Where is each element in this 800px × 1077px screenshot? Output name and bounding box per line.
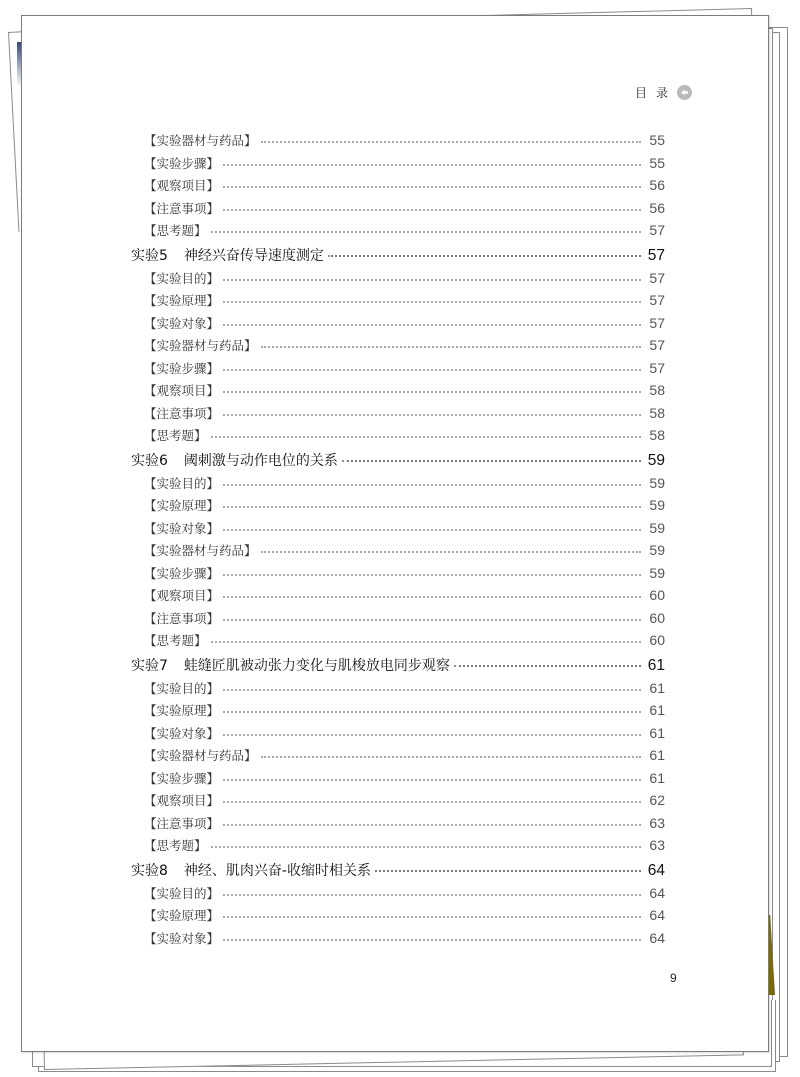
toc-entry-label: 【实验原理】 [144,703,220,718]
toc-entry-label: 【实验步骤】 [144,770,220,786]
toc-entry-section[interactable] [131,812,665,835]
toc-entry-label: 【实验原理】 [144,498,220,513]
toc-entry-page: 59 [649,564,665,581]
toc-entry-page: 64 [647,861,665,879]
toc-entry-label: 【观察项目】 [144,383,220,398]
toc-entry-page: 58 [649,427,665,443]
toc-entry-page: 57 [649,359,665,376]
toc-entry-label: 【实验器材与药品】 [144,543,257,558]
toc-entry-label: 【观察项目】 [144,793,220,808]
toc-entry-page: 61 [649,747,665,763]
experiment-number: 实验6 [131,452,168,469]
toc-entry-page: 57 [649,292,665,308]
dot-leader [223,917,641,918]
toc-entry-label: 【实验目的】 [144,475,220,491]
toc-entry-label: 【实验步骤】 [144,155,220,171]
toc-entry-page: 59 [649,519,665,536]
dot-leader [223,279,641,280]
dot-leader [211,642,641,643]
toc-entry-label: 【注意事项】 [144,405,220,421]
toc-entry-label: 【思考题】 [144,633,207,648]
dot-leader [261,347,641,348]
dot-leader [211,437,641,438]
toc-entry-label: 【观察项目】 [144,588,220,603]
toc-entry-label: 【思考题】 [144,223,207,238]
toc-entry-label: 【实验对象】 [144,315,220,331]
dot-leader [223,369,641,370]
toc-entry-label: 【实验目的】 [144,680,220,696]
toc-entry-label: 【注意事项】 [144,200,220,216]
dot-leader [223,689,641,690]
toc-entry-section[interactable] [131,834,665,857]
dot-leader [223,164,641,165]
dot-leader [342,460,641,461]
experiment-title: 阈刺激与动作电位的关系 [183,452,338,469]
dot-leader [261,552,641,553]
page-number: 9 [670,971,677,985]
toc-entry-page: 61 [647,656,665,674]
dot-leader [223,619,641,620]
toc-entry-section[interactable] [131,722,665,745]
toc-entry-section[interactable] [131,744,665,767]
toc-entry-section[interactable] [131,517,665,540]
toc-entry-label [131,448,338,475]
toc-entry-section[interactable] [131,677,665,700]
toc-entry-label: 【实验原理】 [144,908,220,923]
toc-entry-page: 61 [649,724,665,741]
toc-entry-label [131,653,450,680]
dot-leader [328,255,641,256]
toc-entry-label: 【注意事项】 [144,815,220,831]
toc-entry-section[interactable] [131,334,665,357]
toc-entry-section[interactable] [131,494,665,517]
toc-entry-page: 60 [649,609,665,626]
toc-entry-page: 57 [649,314,665,331]
dot-leader [223,507,641,508]
toc-entry-page: 64 [649,884,665,901]
toc-entry-section[interactable] [131,789,665,812]
dot-leader [375,870,641,871]
toc-entry-page: 56 [649,177,665,193]
toc-entry-page: 64 [649,907,665,923]
toc-entry-section[interactable] [131,904,665,927]
toc-entry-label: 【思考题】 [144,428,207,443]
document-page [21,15,769,1052]
toc-entry-label [131,858,371,885]
toc-entry-section[interactable] [131,607,665,630]
toc-entry-section[interactable] [131,312,665,335]
dot-leader [223,597,641,598]
toc-entry-page: 57 [647,246,665,264]
toc-entry-section[interactable] [131,219,665,242]
dot-leader [223,939,641,940]
toc-entry-page: 61 [649,679,665,696]
dot-leader [223,734,641,735]
toc-entry-label: 【实验器材与药品】 [144,748,257,763]
toc-entry-experiment[interactable] [131,857,665,882]
toc-entry-page: 62 [649,792,665,808]
dot-leader [223,187,641,188]
dot-leader [223,209,641,210]
back-arrow-circle-icon[interactable] [677,85,692,100]
toc-entry-page: 59 [647,451,665,469]
toc-entry-section[interactable] [131,402,665,425]
toc-entry-section[interactable] [131,267,665,290]
toc-entry-page: 57 [649,222,665,238]
toc-entry-section[interactable] [131,152,665,175]
toc-entry-section[interactable] [131,472,665,495]
toc-entry-label: 【实验步骤】 [144,360,220,376]
toc-entry-label: 【实验目的】 [144,885,220,901]
toc-entry-section[interactable] [131,699,665,722]
toc-entry-section[interactable] [131,927,665,950]
dot-leader [223,414,641,415]
toc-entry-page: 60 [649,632,665,648]
toc-entry-label: 【实验目的】 [144,270,220,286]
toc-entry-experiment[interactable] [131,447,665,472]
toc-entry-label: 【思考题】 [144,838,207,853]
toc-entry-section[interactable] [131,289,665,312]
toc-entry-page: 59 [649,542,665,558]
dot-leader [454,665,641,666]
dot-leader [223,529,641,530]
dot-leader [261,142,641,143]
running-head-title: 目录 [634,86,677,100]
toc-entry-label: 【实验器材与药品】 [144,133,257,148]
experiment-number: 实验5 [131,247,168,264]
toc-entry-label: 【实验对象】 [144,725,220,741]
dot-leader [223,802,641,803]
toc-entry-page: 60 [649,587,665,603]
experiment-number: 实验7 [131,657,168,674]
dot-leader [223,894,641,895]
toc-entry-section[interactable] [131,379,665,402]
toc-entry-label: 【实验对象】 [144,520,220,536]
toc-entry-page: 58 [649,382,665,398]
toc-entry-label: 【实验原理】 [144,293,220,308]
toc-entry-section[interactable] [131,197,665,220]
toc-entry-section[interactable] [131,424,665,447]
toc-entry-section[interactable] [131,584,665,607]
dot-leader [223,324,641,325]
dot-leader [223,779,641,780]
toc-entry-page: 59 [649,497,665,513]
dot-leader [223,712,641,713]
toc-entry-page: 55 [649,132,665,148]
toc-entry-section[interactable] [131,767,665,790]
experiment-number: 实验8 [131,862,168,879]
dot-leader [211,232,641,233]
dot-leader [223,484,641,485]
experiment-title: 蛙缝匠肌被动张力变化与肌梭放电同步观察 [183,657,450,674]
toc-entry-page: 63 [649,814,665,831]
dot-leader [223,392,641,393]
toc-entry-label [131,243,324,270]
running-head [635,84,692,101]
toc-entry-section[interactable] [131,562,665,585]
toc-entry-label: 【实验对象】 [144,930,220,946]
experiment-title: 神经兴奋传导速度测定 [183,247,324,264]
toc-entry-page: 56 [649,199,665,216]
toc-entry-page: 55 [649,154,665,171]
dot-leader [223,302,641,303]
toc-entry-page: 59 [649,474,665,491]
toc-entry-page: 61 [649,702,665,718]
toc-entry-page: 57 [649,337,665,353]
toc-entry-label: 【实验步骤】 [144,565,220,581]
toc-entry-label: 【实验器材与药品】 [144,338,257,353]
toc-entry-label: 【注意事项】 [144,610,220,626]
toc-entry-page: 57 [649,269,665,286]
toc-entry-page: 61 [649,769,665,786]
toc-entry-page: 64 [649,929,665,946]
toc-entry-experiment[interactable] [131,242,665,267]
toc-entry-section[interactable] [131,882,665,905]
toc-entry-section[interactable] [131,174,665,197]
toc-entry-section[interactable] [131,629,665,652]
toc-entry-page: 63 [649,837,665,853]
toc-entry-section[interactable] [131,357,665,380]
table-of-contents [131,129,665,949]
toc-entry-section[interactable] [131,539,665,562]
toc-entry-page: 58 [649,404,665,421]
dot-leader [223,824,641,825]
toc-entry-experiment[interactable] [131,652,665,677]
toc-entry-section[interactable] [131,129,665,152]
experiment-title: 神经、肌肉兴奋-收缩时相关系 [183,862,371,879]
dot-leader [223,574,641,575]
dot-leader [261,757,641,758]
toc-entry-label: 【观察项目】 [144,178,220,193]
dot-leader [211,847,641,848]
